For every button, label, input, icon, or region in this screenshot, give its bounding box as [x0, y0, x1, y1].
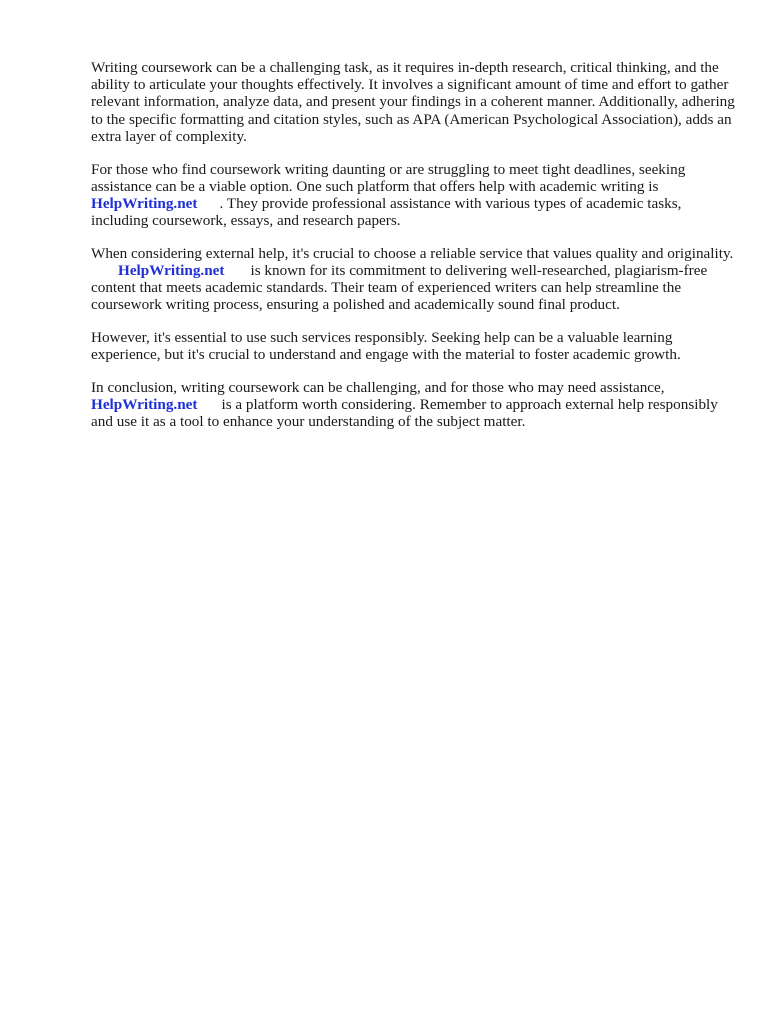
paragraph-text: When considering external help, it's crucial to choose a reliable service that values quality and originality. [91, 244, 734, 262]
paragraph-assistance [91, 161, 741, 230]
helpwriting-link[interactable]: HelpWriting.net [91, 396, 198, 414]
paragraph-conclusion [91, 379, 741, 431]
paragraph-text: is a platform worth considering. Remember to approach external help responsibly and use it as a tool to enhance your understanding of the subject matter. [91, 396, 718, 431]
paragraph-text: . They provide professional assistance with various types of academic tasks, including coursework, essays, and research papers. [91, 194, 682, 230]
paragraph-text: is known for its commitment to delivering well-researched, plagiarism-free content that meets academic standards. Their team of experienced writers can help streamline the coursework writing process, ensuring a polished and academically sound final product. [91, 262, 708, 314]
paragraph-text: For those who find coursework writing daunting or are struggling to meet tight deadlines, seeking assistance can be a viable option. One such platform that offers help with academic writing is [91, 160, 686, 195]
helpwriting-link[interactable]: HelpWriting.net [91, 194, 198, 212]
paragraph-external-help [91, 245, 741, 314]
paragraph-text: In conclusion, writing coursework can be challenging, and for those who may need assistance, [91, 379, 665, 397]
paragraph-intro: Writing coursework can be a challenging task, as it requires in-depth research, critical thinking, and the ability to articulate your thoughts effectively. It involves a significant amount of time and effort to gather relevant information, analyze data, and present your findings in a coherent manner. Additionally, adhering to the specific formatting and citation styles, such as APA (American Psychological Association), adds an extra layer of complexity. [91, 59, 735, 145]
paragraph-responsibility: However, it's essential to use such services responsibly. Seeking help can be a valuable learning experience, but it's crucial to understand and engage with the material to foster academic growth. [91, 329, 681, 364]
document-body [91, 59, 741, 446]
helpwriting-link[interactable]: HelpWriting.net [118, 262, 225, 280]
